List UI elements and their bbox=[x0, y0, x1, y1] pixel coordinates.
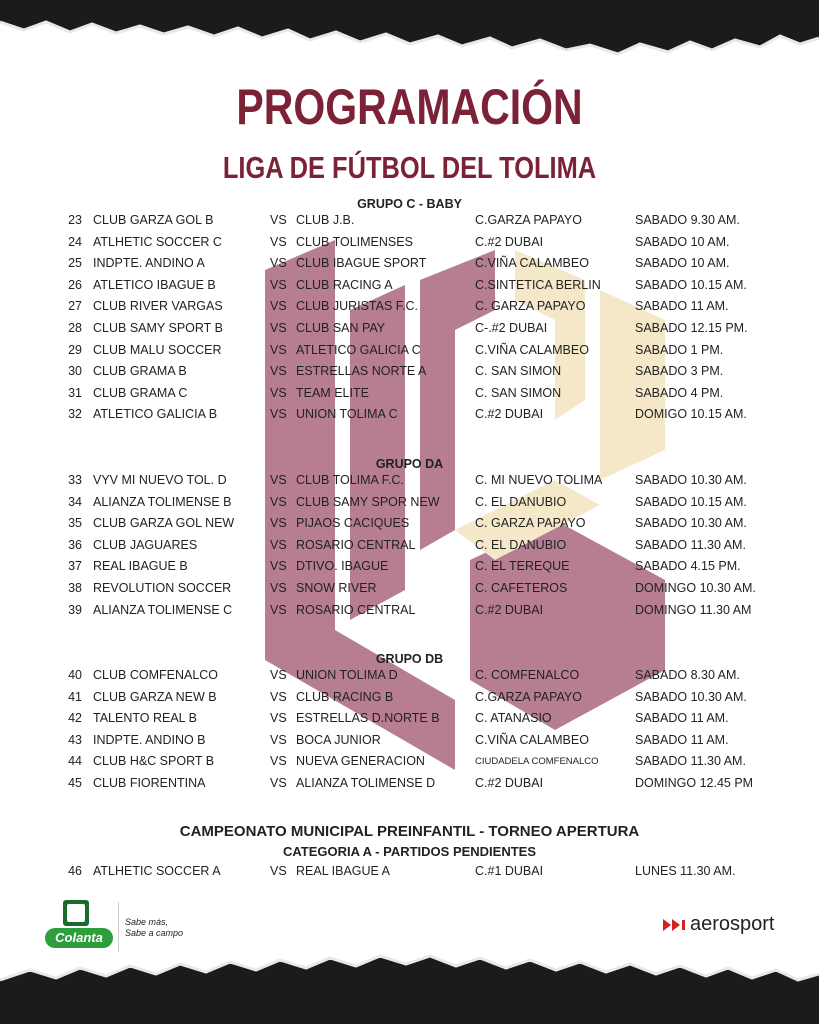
match-number: 42 bbox=[68, 711, 82, 726]
versus-label: VS bbox=[270, 256, 287, 271]
match-row bbox=[0, 668, 819, 688]
match-number: 43 bbox=[68, 732, 82, 747]
home-team: ALIANZA TOLIMENSE C bbox=[93, 602, 233, 617]
match-row bbox=[0, 364, 819, 384]
sponsor-divider bbox=[118, 902, 119, 952]
home-team: CLUB RIVER VARGAS bbox=[93, 299, 223, 314]
home-team: CLUB GARZA NEW B bbox=[93, 689, 217, 704]
match-row bbox=[0, 603, 819, 623]
match-row bbox=[0, 581, 819, 601]
away-team: CLUB J.B. bbox=[296, 213, 355, 227]
home-team: VYV MI NUEVO TOL. D bbox=[93, 473, 227, 487]
away-team: CLUB TOLIMENSES bbox=[296, 234, 413, 249]
venue: C. GARZA PAPAYO bbox=[475, 299, 586, 314]
home-team: TALENTO REAL B bbox=[93, 711, 197, 726]
match-date: DOMINGO 11.30 AM bbox=[635, 602, 752, 617]
home-team: REAL IBAGUE B bbox=[93, 559, 188, 574]
venue: C.VIÑA CALAMBEO bbox=[475, 342, 589, 357]
versus-label: VS bbox=[270, 407, 287, 422]
torn-paper-bottom bbox=[0, 950, 819, 1024]
match-number: 46 bbox=[68, 864, 82, 878]
venue: CIUDADELA COMFENALCO bbox=[475, 756, 599, 768]
venue: C.VIÑA CALAMBEO bbox=[475, 732, 589, 747]
match-row bbox=[0, 235, 819, 255]
versus-label: VS bbox=[270, 537, 287, 552]
versus-label: VS bbox=[270, 689, 287, 704]
away-team: REAL IBAGUE A bbox=[296, 864, 391, 878]
cow-icon bbox=[63, 900, 89, 926]
venue: C. MI NUEVO TOLIMA bbox=[475, 473, 603, 487]
away-team: SNOW RIVER bbox=[296, 581, 377, 595]
away-team: ROSARIO CENTRAL bbox=[296, 537, 416, 552]
away-team: CLUB JURISTAS F.C. bbox=[296, 299, 419, 314]
home-team: CLUB GARZA GOL NEW bbox=[93, 516, 235, 531]
match-date: SABADO 10 AM. bbox=[635, 256, 730, 271]
versus-label: VS bbox=[270, 234, 287, 249]
home-team: ATLETICO IBAGUE B bbox=[93, 277, 216, 292]
home-team: REVOLUTION SOCCER bbox=[93, 581, 232, 595]
match-number: 41 bbox=[68, 689, 82, 704]
match-number: 32 bbox=[68, 407, 82, 422]
match-row bbox=[0, 386, 819, 406]
home-team: ATLETICO GALICIA B bbox=[93, 407, 218, 422]
match-date: DOMINGO 10.30 AM. bbox=[635, 581, 756, 595]
home-team: INDPTE. ANDINO B bbox=[93, 732, 206, 747]
versus-label: VS bbox=[270, 494, 287, 509]
championship-subtitle: CATEGORIA A - PARTIDOS PENDIENTES bbox=[282, 844, 537, 859]
venue: C. SAN SIMON bbox=[475, 385, 562, 400]
versus-label: VS bbox=[270, 516, 287, 531]
away-team: ESTRELLAS NORTE A bbox=[296, 364, 427, 379]
match-date: LUNES 11.30 AM. bbox=[635, 864, 736, 878]
match-number: 37 bbox=[68, 559, 82, 574]
match-date: SABADO 11.30 AM. bbox=[635, 537, 746, 552]
away-team: PIJAOS CACIQUES bbox=[296, 516, 410, 531]
venue: C. GARZA PAPAYO bbox=[475, 516, 586, 531]
slogan-line-2: Sabe a campo bbox=[125, 928, 184, 938]
match-number: 28 bbox=[68, 321, 82, 335]
match-row bbox=[0, 407, 819, 427]
match-row bbox=[0, 864, 819, 884]
match-number: 34 bbox=[68, 494, 82, 509]
match-date: SABADO 10 AM. bbox=[635, 234, 730, 249]
venue: C. EL DANUBIO bbox=[475, 537, 567, 552]
match-date: SABADO 8.30 AM. bbox=[635, 668, 740, 682]
match-date: SABADO 4.15 PM. bbox=[635, 559, 741, 574]
match-row bbox=[0, 690, 819, 710]
match-date: SABADO 11 AM. bbox=[635, 711, 729, 726]
group-title: GRUPO DA bbox=[375, 457, 444, 471]
away-team: ESTRELLAS D.NORTE B bbox=[296, 711, 440, 726]
match-date: SABADO 11 AM. bbox=[635, 732, 729, 747]
home-team: CLUB GARZA GOL B bbox=[93, 213, 214, 227]
torn-paper-top bbox=[0, 0, 819, 70]
match-row bbox=[0, 559, 819, 579]
match-number: 25 bbox=[68, 256, 82, 271]
away-team: UNION TOLIMA D bbox=[296, 668, 398, 682]
match-number: 33 bbox=[68, 473, 82, 487]
match-date: SABADO 10.30 AM. bbox=[635, 689, 747, 704]
home-team: ATLHETIC SOCCER C bbox=[93, 234, 222, 249]
match-date: SABADO 11.30 AM. bbox=[635, 754, 746, 769]
championship-title: CAMPEONATO MUNICIPAL PREINFANTIL - TORNEO APERTURA bbox=[179, 823, 640, 840]
match-row bbox=[0, 256, 819, 276]
versus-label: VS bbox=[270, 668, 287, 682]
match-row bbox=[0, 538, 819, 558]
venue: C.GARZA PAPAYO bbox=[475, 689, 582, 704]
match-row bbox=[0, 278, 819, 298]
home-team: CLUB GRAMA B bbox=[93, 364, 187, 379]
match-date: SABADO 10.15 AM. bbox=[635, 277, 747, 292]
match-date: DOMIGO 10.15 AM. bbox=[635, 407, 747, 422]
home-team: CLUB FIORENTINA bbox=[93, 776, 206, 790]
group-title: GRUPO C - BABY bbox=[357, 197, 462, 211]
match-number: 40 bbox=[68, 668, 82, 682]
home-team: CLUB H&C SPORT B bbox=[93, 754, 215, 769]
match-row bbox=[0, 776, 819, 796]
versus-label: VS bbox=[270, 364, 287, 379]
venue: C.VIÑA CALAMBEO bbox=[475, 256, 589, 271]
match-number: 36 bbox=[68, 537, 82, 552]
page-title: PROGRAMACIÓN bbox=[236, 79, 583, 135]
venue: C. SAN SIMON bbox=[475, 364, 562, 379]
match-row bbox=[0, 473, 819, 493]
venue: C. EL DANUBIO bbox=[475, 494, 567, 509]
match-date: SABADO 1 PM. bbox=[635, 342, 724, 357]
colanta-logo bbox=[45, 900, 115, 952]
venue: C.#1 DUBAI bbox=[475, 864, 544, 878]
match-row bbox=[0, 299, 819, 319]
match-row bbox=[0, 733, 819, 753]
away-team: CLUB SAMY SPOR NEW bbox=[296, 494, 440, 509]
away-team: NUEVA GENERACION bbox=[296, 754, 425, 769]
home-team: ALIANZA TOLIMENSE B bbox=[93, 494, 232, 509]
match-date: SABADO 4 PM. bbox=[635, 385, 724, 400]
match-number: 29 bbox=[68, 342, 82, 357]
versus-label: VS bbox=[270, 277, 287, 292]
versus-label: VS bbox=[270, 385, 287, 400]
away-team: CLUB SAN PAY bbox=[296, 321, 386, 335]
versus-label: VS bbox=[270, 602, 287, 617]
match-date: SABADO 3 PM. bbox=[635, 364, 724, 379]
match-number: 24 bbox=[68, 234, 82, 249]
match-date: DOMINGO 12.45 PM bbox=[635, 776, 754, 790]
home-team: CLUB GRAMA C bbox=[93, 385, 188, 400]
versus-label: VS bbox=[270, 864, 287, 878]
versus-label: VS bbox=[270, 213, 287, 227]
match-number: 35 bbox=[68, 516, 82, 531]
match-number: 39 bbox=[68, 602, 82, 617]
versus-label: VS bbox=[270, 321, 287, 335]
home-team: CLUB MALU SOCCER bbox=[93, 342, 222, 357]
away-team: ATLETICO GALICIA C bbox=[296, 342, 421, 357]
away-team: ROSARIO CENTRAL bbox=[296, 602, 416, 617]
match-date: SABADO 11 AM. bbox=[635, 299, 729, 314]
match-row bbox=[0, 213, 819, 233]
away-team: CLUB IBAGUE SPORT bbox=[296, 256, 427, 271]
home-team: CLUB SAMY SPORT B bbox=[93, 321, 223, 335]
home-team: CLUB JAGUARES bbox=[93, 537, 198, 552]
venue: C.SINTETICA BERLIN bbox=[475, 277, 601, 292]
match-date: SABADO 12.15 PM. bbox=[635, 321, 748, 335]
match-row bbox=[0, 711, 819, 731]
match-row bbox=[0, 321, 819, 341]
versus-label: VS bbox=[270, 342, 287, 357]
away-team: CLUB RACING A bbox=[296, 277, 393, 292]
aerosport-arrows-icon bbox=[663, 919, 689, 931]
home-team: INDPTE. ANDINO A bbox=[93, 256, 205, 271]
versus-label: VS bbox=[270, 299, 287, 314]
match-row bbox=[0, 495, 819, 515]
match-date: SABADO 10.15 AM. bbox=[635, 494, 747, 509]
venue: C.#2 DUBAI bbox=[475, 776, 544, 790]
venue: C. COMFENALCO bbox=[475, 668, 580, 682]
match-number: 38 bbox=[68, 581, 82, 595]
versus-label: VS bbox=[270, 711, 287, 726]
venue: C.#2 DUBAI bbox=[475, 234, 544, 249]
colanta-wordmark: Colanta bbox=[45, 928, 113, 948]
match-date: SABADO 9.30 AM. bbox=[635, 213, 740, 227]
venue: C.#2 DUBAI bbox=[475, 602, 544, 617]
venue: C. EL TEREQUE bbox=[475, 559, 570, 574]
away-team: BOCA JUNIOR bbox=[296, 732, 381, 747]
match-number: 26 bbox=[68, 277, 82, 292]
match-number: 30 bbox=[68, 364, 82, 379]
versus-label: VS bbox=[270, 776, 287, 790]
venue: C. ATANASIO bbox=[475, 711, 552, 726]
match-date: SABADO 10.30 AM. bbox=[635, 516, 747, 531]
versus-label: VS bbox=[270, 581, 287, 595]
away-team: TEAM ELITE bbox=[296, 385, 369, 400]
match-number: 31 bbox=[68, 385, 82, 400]
page-subtitle: LIGA DE FÚTBOL DEL TOLIMA bbox=[222, 150, 597, 185]
versus-label: VS bbox=[270, 754, 287, 769]
match-row bbox=[0, 343, 819, 363]
home-team: ATLHETIC SOCCER A bbox=[93, 864, 221, 878]
venue: C.GARZA PAPAYO bbox=[475, 213, 582, 227]
versus-label: VS bbox=[270, 473, 287, 487]
slogan-line-1: Sabe más, bbox=[125, 917, 169, 927]
away-team: CLUB RACING B bbox=[296, 689, 394, 704]
versus-label: VS bbox=[270, 559, 287, 574]
home-team: CLUB COMFENALCO bbox=[93, 668, 219, 682]
match-row bbox=[0, 754, 819, 774]
match-number: 44 bbox=[68, 754, 82, 769]
venue: C. CAFETEROS bbox=[475, 581, 568, 595]
match-number: 45 bbox=[68, 776, 82, 790]
group-title: GRUPO DB bbox=[375, 652, 444, 666]
away-team: CLUB TOLIMA F.C. bbox=[296, 473, 404, 487]
away-team: ALIANZA TOLIMENSE D bbox=[296, 776, 436, 790]
match-number: 27 bbox=[68, 299, 82, 314]
match-number: 23 bbox=[68, 213, 82, 227]
away-team: UNION TOLIMA C bbox=[296, 407, 398, 422]
colanta-slogan bbox=[125, 917, 183, 939]
match-row bbox=[0, 516, 819, 536]
aerosport-logo: aerosport bbox=[690, 913, 775, 935]
venue: C.#2 DUBAI bbox=[475, 407, 544, 422]
away-team: DTIVO. IBAGUE bbox=[296, 559, 389, 574]
match-date: SABADO 10.30 AM. bbox=[635, 473, 747, 487]
venue: C-.#2 DUBAI bbox=[475, 321, 548, 335]
versus-label: VS bbox=[270, 732, 287, 747]
